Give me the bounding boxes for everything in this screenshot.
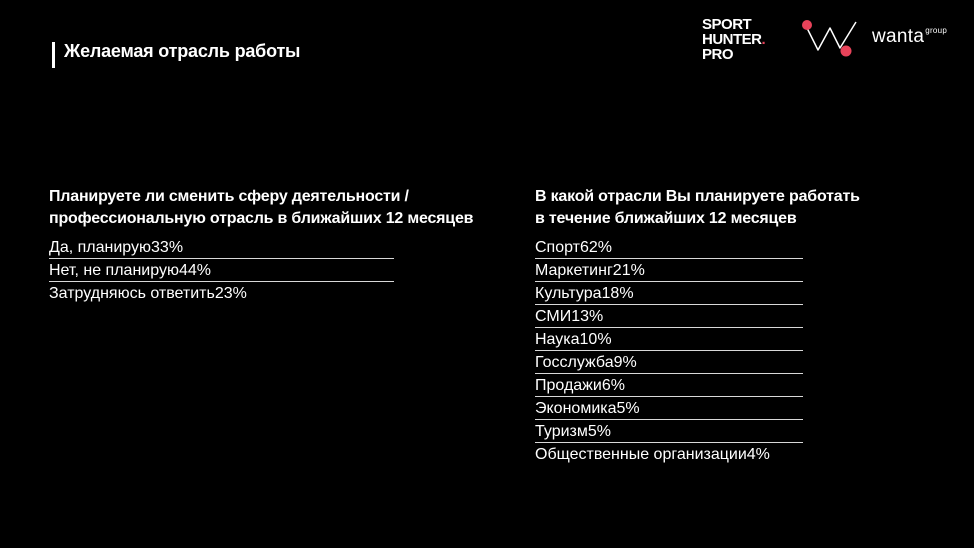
answer-row [535, 283, 803, 305]
logo-text: HUNTER [702, 31, 762, 48]
answer-row [535, 237, 803, 259]
answer-label: Нет, не планирую [49, 262, 179, 279]
answer-value: 33% [151, 239, 184, 256]
answer-label: Культура [535, 285, 602, 302]
answer-label: Да, планирую [49, 239, 152, 256]
question-line: в течение ближайших 12 месяцев [535, 210, 797, 227]
answer-value: 9% [613, 354, 637, 371]
logo-text: RT [732, 16, 752, 33]
right-answer-list [535, 237, 803, 465]
answer-row [49, 283, 394, 304]
answer-row [535, 329, 803, 351]
answer-label: СМИ [535, 308, 572, 325]
logo-text: O [721, 16, 733, 33]
left-question [49, 186, 474, 230]
answer-value: 44% [178, 262, 211, 279]
answer-label: Туризм [535, 423, 588, 440]
answer-label: Госслужба [535, 354, 614, 371]
title-accent-bar [52, 42, 55, 68]
answer-value: 62% [580, 239, 613, 256]
answer-value: 18% [601, 285, 634, 302]
logo-dot: . [761, 31, 766, 48]
answer-value: 5% [587, 423, 611, 440]
answer-label: Спорт [535, 239, 580, 256]
answer-value: 5% [616, 400, 640, 417]
question-line: профессиональную отрасль в ближайших 12 месяцев [49, 210, 474, 227]
answer-value: 13% [571, 308, 604, 325]
left-question-block [49, 186, 474, 304]
left-answer-list [49, 237, 394, 304]
wanta-logo-mark [800, 18, 862, 60]
answer-row [535, 306, 803, 328]
answer-row [535, 398, 803, 420]
wanta-superscript: group [925, 26, 948, 35]
logo-text: PRO [702, 46, 734, 63]
answer-label: Затрудняюсь ответить [49, 285, 215, 302]
question-line: Планируете ли сменить сферу деятельности / [49, 188, 409, 205]
answer-row [535, 260, 803, 282]
answer-value: 4% [746, 446, 770, 463]
answer-value: 21% [612, 262, 645, 279]
logo-text: SP [702, 16, 722, 33]
question-line: В какой отрасли Вы планируете работать [535, 188, 860, 205]
answer-label: Наука [535, 331, 580, 348]
slide-title: Желаемая отрасль работы [64, 41, 301, 61]
answer-value: 10% [579, 331, 612, 348]
right-question [535, 186, 860, 230]
answer-label: Продажи [535, 377, 602, 394]
answer-value: 6% [601, 377, 625, 394]
wanta-text: wanta [872, 26, 925, 47]
sporthunter-logo [702, 17, 765, 62]
answer-row [535, 444, 803, 465]
answer-label: Маркетинг [535, 262, 613, 279]
answer-value: 23% [214, 285, 247, 302]
right-question-block [535, 186, 860, 465]
answer-row [49, 260, 394, 282]
answer-label: Общественные организации [535, 446, 747, 463]
answer-row [535, 352, 803, 374]
answer-label: Экономика [535, 400, 617, 417]
wanta-logo-text [872, 26, 947, 48]
answer-row [535, 375, 803, 397]
answer-row [49, 237, 394, 259]
answer-row [535, 421, 803, 443]
